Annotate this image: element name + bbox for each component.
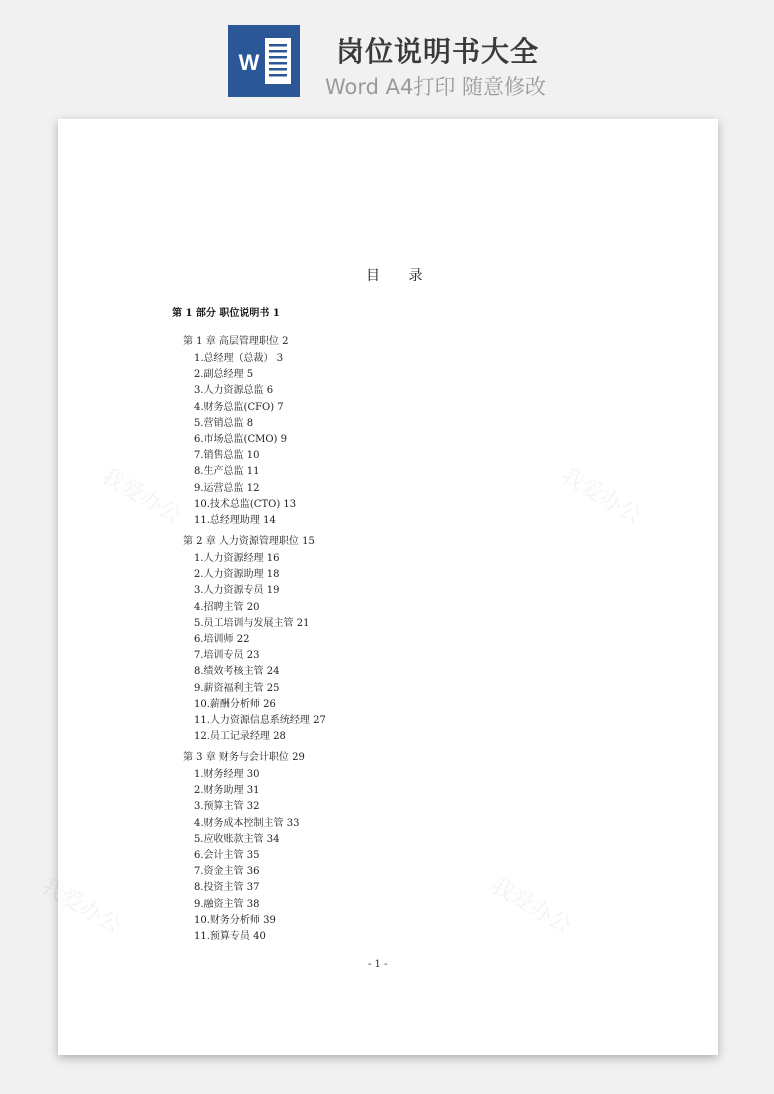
toc-entry[interactable]: 9.薪资福利主管 25: [194, 682, 280, 694]
toc-entry[interactable]: 12.员工记录经理 28: [194, 731, 286, 743]
header: [0, 0, 774, 118]
toc-entry[interactable]: 2.人力资源助理 18: [194, 569, 280, 581]
toc-entry[interactable]: 2.副总经理 5: [194, 369, 254, 381]
toc-chapter[interactable]: 第 3 章 财务与会计职位 29: [183, 752, 305, 763]
watermark: 我爱办公: [556, 463, 646, 530]
toc-entry[interactable]: 5.营销总监 8: [194, 417, 254, 429]
toc-entry[interactable]: 1.总经理（总裁） 3: [194, 353, 284, 364]
toc-entry[interactable]: 8.绩效考核主管 24: [194, 666, 280, 678]
toc-chapter[interactable]: 第 1 章 高层管理职位 2: [183, 336, 289, 347]
toc-entry[interactable]: 9.运营总监 12: [194, 482, 260, 494]
toc-entry[interactable]: 8.投资主管 37: [194, 882, 260, 894]
toc-part-heading[interactable]: 第 1 部分 职位说明书 1: [172, 308, 280, 319]
toc-entry[interactable]: 11.人力资源信息系统经理 27: [194, 715, 326, 726]
toc-entry[interactable]: 3.人力资源总监 6: [194, 385, 274, 397]
toc-entry[interactable]: 6.会计主管 35: [194, 850, 260, 861]
page-subtitle: Word A4打印 随意修改: [325, 75, 547, 99]
toc-entry[interactable]: 1.人力资源经理 16: [194, 553, 280, 564]
watermark: 我爱办公: [486, 873, 576, 940]
watermark: 我爱办公: [36, 873, 126, 940]
toc-entry[interactable]: 10.技术总监(CTO) 13: [194, 498, 297, 510]
toc-entry[interactable]: 7.资金主管 36: [194, 866, 260, 878]
toc-entry[interactable]: 1.财务经理 30: [194, 769, 260, 780]
page-title: 岗位说明书大全: [336, 35, 540, 68]
toc-entry[interactable]: 10.薪酬分析师 26: [194, 698, 276, 710]
toc-entry[interactable]: 6.培训师 22: [194, 634, 250, 645]
toc-entry[interactable]: 6.市场总监(CMO) 9: [194, 434, 287, 445]
toc-entry[interactable]: 10.财务分析师 39: [194, 914, 276, 926]
toc-entry[interactable]: 7.培训专员 23: [194, 650, 260, 662]
toc-chapter[interactable]: 第 2 章 人力资源管理职位 15: [183, 536, 315, 547]
toc-entry[interactable]: 3.人力资源专员 19: [194, 585, 280, 597]
toc-entry[interactable]: 4.财务总监(CFO) 7: [194, 401, 284, 413]
toc-title: 目 录: [366, 268, 435, 284]
watermark: 我爱办公: [96, 463, 186, 530]
toc-entry[interactable]: 11.预算专员 40: [194, 931, 266, 942]
toc-entry[interactable]: 4.招聘主管 20: [194, 601, 260, 613]
toc-entry[interactable]: 2.财务助理 31: [194, 785, 260, 797]
toc-entry[interactable]: 7.销售总监 10: [194, 450, 260, 462]
toc-entry[interactable]: 9.融资主管 38: [194, 898, 260, 910]
toc-entry[interactable]: 8.生产总监 11: [194, 466, 260, 478]
toc-entry[interactable]: 5.员工培训与发展主管 21: [194, 617, 310, 629]
toc-entry[interactable]: 11.总经理助理 14: [194, 515, 276, 526]
document-page: [36, 119, 718, 1055]
toc-entry[interactable]: 5.应收账款主管 34: [194, 833, 280, 845]
toc-entry[interactable]: 4.财务成本控制主管 33: [194, 817, 300, 829]
word-document-icon: [228, 25, 300, 97]
page-number: - 1 -: [368, 959, 388, 970]
toc-entry[interactable]: 3.预算主管 32: [194, 801, 260, 813]
word-icon-letter: W: [238, 50, 260, 75]
